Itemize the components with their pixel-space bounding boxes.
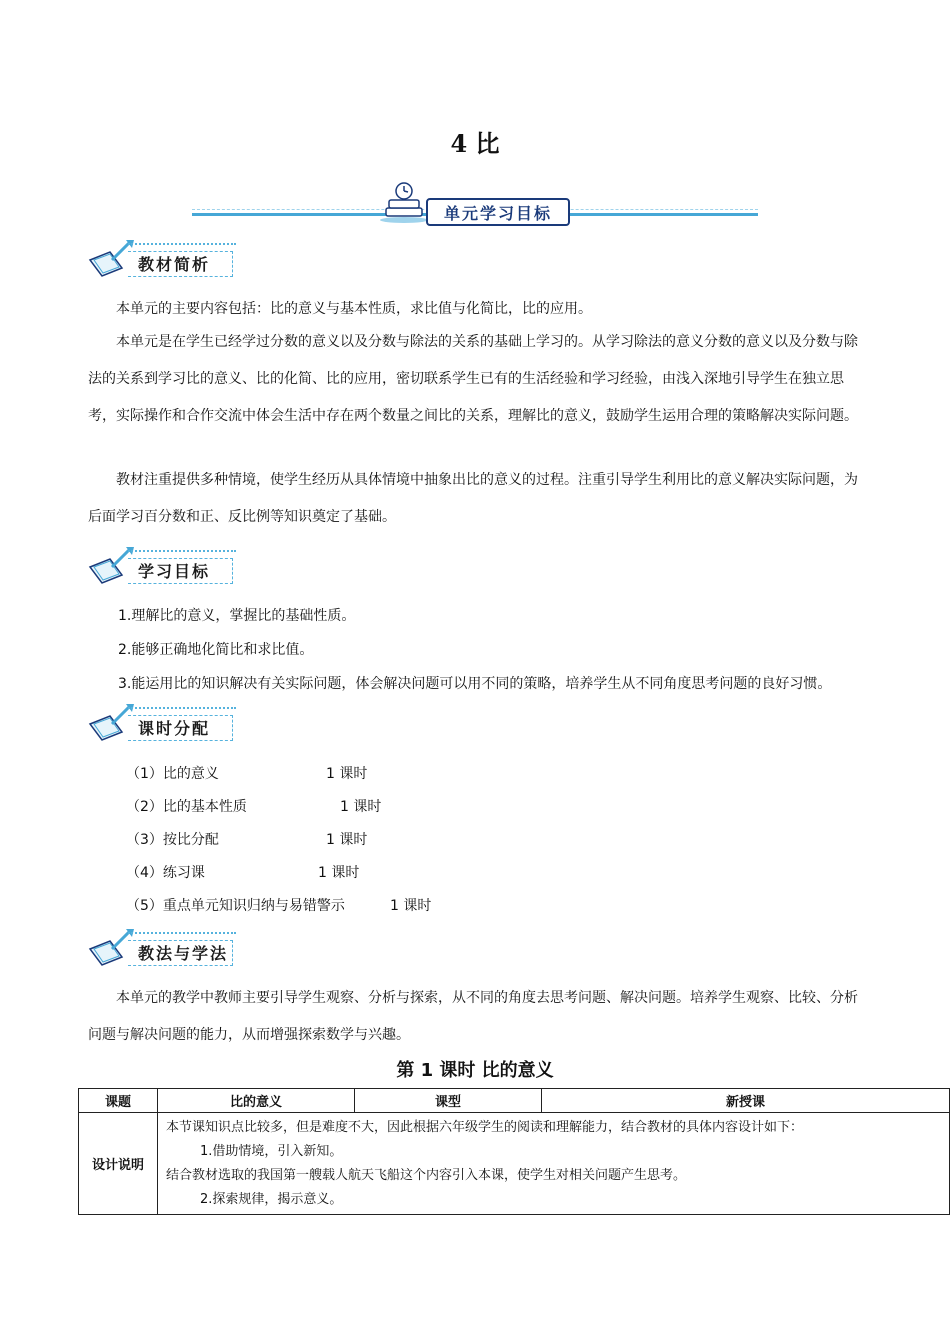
table-row [79, 1089, 950, 1113]
design-line: 结合教材选取的我国第一艘载人航天飞船这个内容引入本课，使学生对相关问题产生思考。 [166, 1167, 687, 1183]
schedule-item-hours: 1 课时 [326, 766, 368, 782]
design-line: 1.借助情境，引入新知。 [200, 1143, 343, 1159]
schedule-item-name: （5）重点单元知识归纳与易错警示 [126, 898, 345, 914]
section-heading: 教材简析 [138, 255, 211, 274]
schedule-item-name: （3）按比分配 [126, 832, 219, 848]
schedule-item-name: （2）比的基本性质 [126, 799, 247, 815]
lesson-info-table [78, 1088, 950, 1215]
materials-paragraph-3: 教材注重提供多种情境，使学生经历从具体情境中抽象出比的意义的过程。注重引导学生利用比的意义解决实际问题，为后面学习百分数和正、反比例等知识奠定了基础。 [88, 472, 858, 525]
unit-banner [192, 180, 758, 224]
materials-paragraph-1: 本单元的主要内容包括：比的意义与基本性质，求比值与化简比，比的应用。 [116, 301, 592, 317]
table-row [79, 1113, 950, 1215]
lesson-title: 第 1 课时 比的意义 [396, 1060, 554, 1081]
table-cell-type: 新授课 [542, 1089, 950, 1113]
schedule-item-name: （4）练习课 [126, 865, 205, 881]
section-header-schedule [88, 702, 248, 744]
table-header-type: 课型 [355, 1089, 542, 1113]
schedule-item-hours: 1 课时 [318, 865, 360, 881]
books-clock-icon [376, 180, 432, 224]
schedule-item-name: （1）比的意义 [126, 766, 219, 782]
unit-banner-label: 单元学习目标 [443, 204, 552, 223]
schedule-item-hours: 1 课时 [326, 832, 368, 848]
section-heading: 教法与学法 [138, 944, 229, 963]
table-header-design: 设计说明 [79, 1113, 158, 1215]
section-header-methods [88, 927, 248, 969]
section-header-goals [88, 545, 248, 587]
table-cell-design [158, 1113, 950, 1215]
banner-label-box [426, 198, 570, 226]
design-line: 本节课知识点比较多，但是难度不大，因此根据六年级学生的阅读和理解能力，结合教材的具体内容设计如下： [166, 1119, 804, 1135]
goal-item-1: 1.理解比的意义，掌握比的基础性质。 [118, 608, 356, 624]
materials-paragraph-2: 本单元是在学生已经学过分数的意义以及分数与除法的关系的基础上学习的。从学习除法的意义分数的意义以及分数与除法的关系到学习比的意义、比的化简、比的应用，密切联系学生已有的生活经验和学习经验，由浅入深地引导学生在独立思考，实际操作和合作交流中体会生活中存在两个数量之间比的关系，理解比的意义，鼓励学生运用合理的策略解决实际问题。 [88, 334, 858, 424]
goal-item-3: 3.能运用比的知识解决有关实际问题，体会解决问题可以用不同的策略，培养学生从不同角度思考问题的良好习惯。 [118, 676, 832, 692]
table-cell-topic: 比的意义 [158, 1089, 355, 1113]
goal-item-2: 2.能够正确地化简比和求比值。 [118, 642, 314, 658]
section-header-materials [88, 238, 248, 280]
section-heading: 课时分配 [138, 719, 211, 738]
schedule-item-hours: 1 课时 [390, 898, 432, 914]
page-title: 4 比 [450, 129, 500, 158]
schedule-item-hours: 1 课时 [340, 799, 382, 815]
methods-paragraph: 本单元的教学中教师主要引导学生观察、分析与探索，从不同的角度去思考问题、解决问题。培养学生观察、比较、分析问题与解决问题的能力，从而增强探索数学与兴趣。 [88, 990, 858, 1043]
section-heading: 学习目标 [138, 562, 211, 581]
design-line: 2.探索规律，揭示意义。 [200, 1191, 343, 1207]
table-header-topic: 课题 [79, 1089, 158, 1113]
